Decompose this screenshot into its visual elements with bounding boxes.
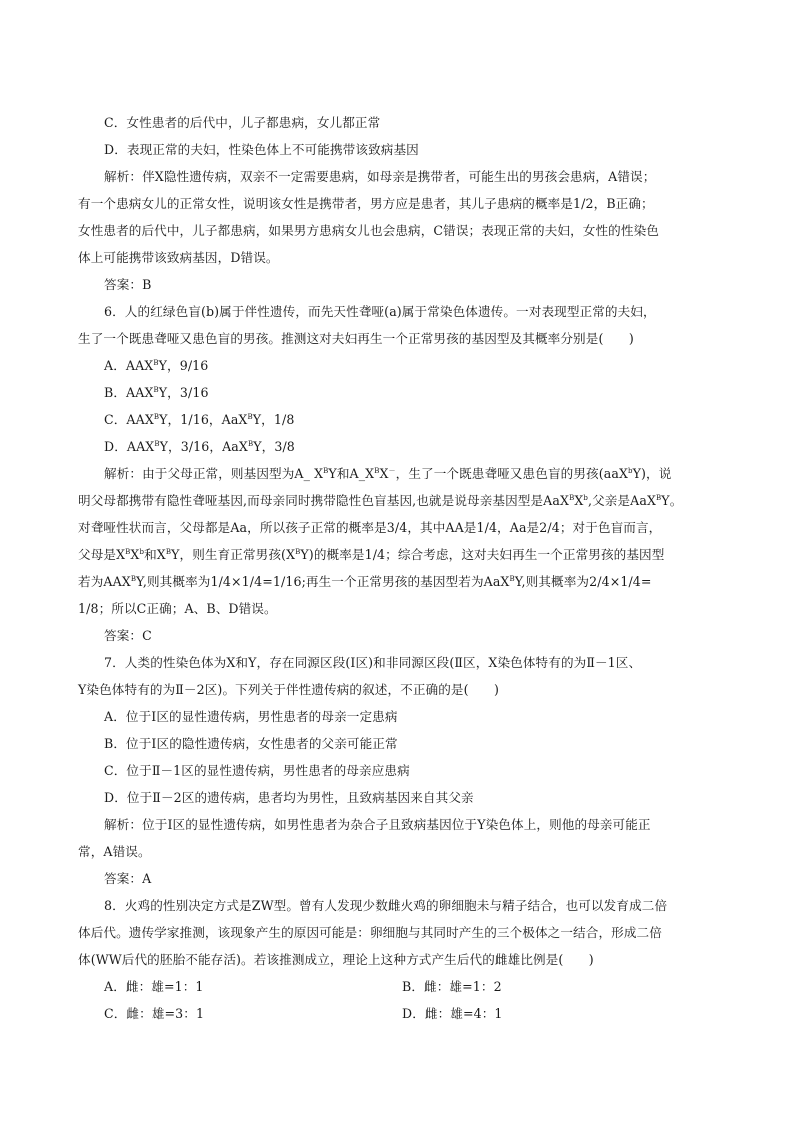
q7-option-a: A．位于Ⅰ区的显性遗传病，男性患者的母亲一定患病: [104, 709, 398, 724]
q6-answer: 答案：C: [104, 628, 152, 643]
q7-stem-line-1: 7．人类的性染色体为X和Y，存在同源区段(Ⅰ区)和非同源区段(Ⅱ区，X染色体特有的为Ⅱ－1区、: [104, 655, 642, 670]
q6-analysis-line-5: 若为$AAX^BY$,则其概率为1/4×1/4=1/16;再生一个正常男孩的基因型若为AaX$^B$Y,则其概率为2/4×1/4=: [78, 574, 652, 589]
q7-analysis-line-2: 常，A错误。: [78, 844, 151, 859]
q5-option-c: C．女性患者的后代中，儿子都患病，女儿都正常: [104, 115, 381, 130]
q6-option-c: C．$AAX^BY$，1/16，AaX$^B$Y，1/8: [104, 412, 295, 427]
q8-stem-line-1: 8．火鸡的性别决定方式是ZW型。曾有人发现少数雌火鸡的卵细胞未与精子结合，也可以发育成二倍: [104, 898, 668, 913]
q6-analysis-line-4: 父母是$X^BX^b$和$X^BY$，则生育正常男孩$(X^BY)$的概率是1/4；综合考虑，这对夫妇再生一个正常男孩的基因型: [78, 547, 665, 562]
q6-option-a: A．$AAX^BY$，9/16: [104, 358, 209, 373]
q8-option-c: C．雌：雄=3：1: [104, 1006, 205, 1021]
q8-options-row-2: [104, 1006, 704, 1022]
q7-stem-line-2: Y染色体特有的为Ⅱ－2区)。下列关于伴性遗传病的叙述，不正确的是( ): [78, 682, 500, 697]
q6-stem-line-2: 生了一个既患聋哑又患色盲的男孩。推测这对夫妇再生一个正常男孩的基因型及其概率分别是( ): [78, 331, 634, 346]
q8-stem-line-3: 体(WW后代的胚胎不能存活)。若该推测成立，理论上这种方式产生后代的雌雄比例是( ): [78, 952, 594, 967]
q7-answer: 答案：A: [104, 871, 152, 886]
q7-option-b: B．位于Ⅰ区的隐性遗传病，女性患者的父亲可能正常: [104, 736, 398, 751]
q5-analysis-line-4: 体上可能携带该致病基因，D错误。: [78, 250, 279, 265]
q5-analysis-line-1: 解析：伴X隐性遗传病，双亲不一定需要患病，如母亲是携带者，可能生出的男孩会患病，A错误；: [104, 169, 656, 184]
q6-analysis-line-1: 解析：由于父母正常，则基因型为A_ $X^BY$和$A\_X^BX^-$，生了一个既患聋哑又患色盲的男孩(aaX$^b$Y)，说: [104, 466, 672, 481]
q6-stem-line-1: 6．人的红绿色盲(b)属于伴性遗传，而先天性聋哑(a)属于常染色体遗传。一对表现型正常的夫妇，: [104, 304, 656, 319]
q6-analysis-line-2: 明父母都携带有隐性聋哑基因,而母亲同时携带隐性色盲基因,也就是说母亲基因型是$AaX^BX^b$,父亲是AaX$^B$Y。: [78, 493, 683, 508]
q6-option-b: B．$AAX^BY$，3/16: [104, 385, 209, 400]
q6-option-d: D．$AAX^BY$，3/16，AaX$^B$Y，3/8: [104, 439, 295, 454]
q5-option-d: D．表现正常的夫妇，性染色体上不可能携带该致病基因: [104, 142, 419, 157]
q8-option-d: D．雌：雄=4：1: [402, 1006, 503, 1021]
q8-stem-line-2: 体后代。遗传学家推测，该现象产生的原因可能是：卵细胞与其同时产生的三个极体之一结合，形成二倍: [78, 925, 662, 940]
q7-option-c: C．位于Ⅱ－1区的显性遗传病，男性患者的母亲应患病: [104, 763, 410, 778]
q8-option-a: A．雌：雄=1：1: [104, 979, 204, 994]
q5-analysis-line-3: 女性患者的后代中，儿子都患病，如果男方患病女儿也会患病，C错误；表现正常的夫妇，女性的性染色: [78, 223, 659, 238]
q8-option-b: B．雌：雄=1：2: [402, 979, 502, 994]
q5-answer: 答案：B: [104, 277, 152, 292]
q6-analysis-line-6: 1/8；所以C正确；A、B、D错误。: [78, 601, 277, 616]
q6-analysis-line-3: 对聋哑性状而言，父母都是Aa，所以孩子正常的概率是3/4，其中AA是1/4，Aa是2/4；对于色盲而言，: [78, 520, 662, 535]
q8-options-row-1: [104, 979, 704, 995]
q5-analysis-line-2: 有一个患病女儿的正常女性，说明该女性是携带者，男方应是患者，其儿子患病的概率是1/2，B正确；: [78, 196, 654, 211]
q7-option-d: D．位于Ⅱ－2区的遗传病，患者均为男性，且致病基因来自其父亲: [104, 790, 474, 805]
q7-analysis-line-1: 解析：位于Ⅰ区的显性遗传病，如男性患者为杂合子且致病基因位于Y染色体上，则他的母亲可能正: [104, 817, 651, 832]
